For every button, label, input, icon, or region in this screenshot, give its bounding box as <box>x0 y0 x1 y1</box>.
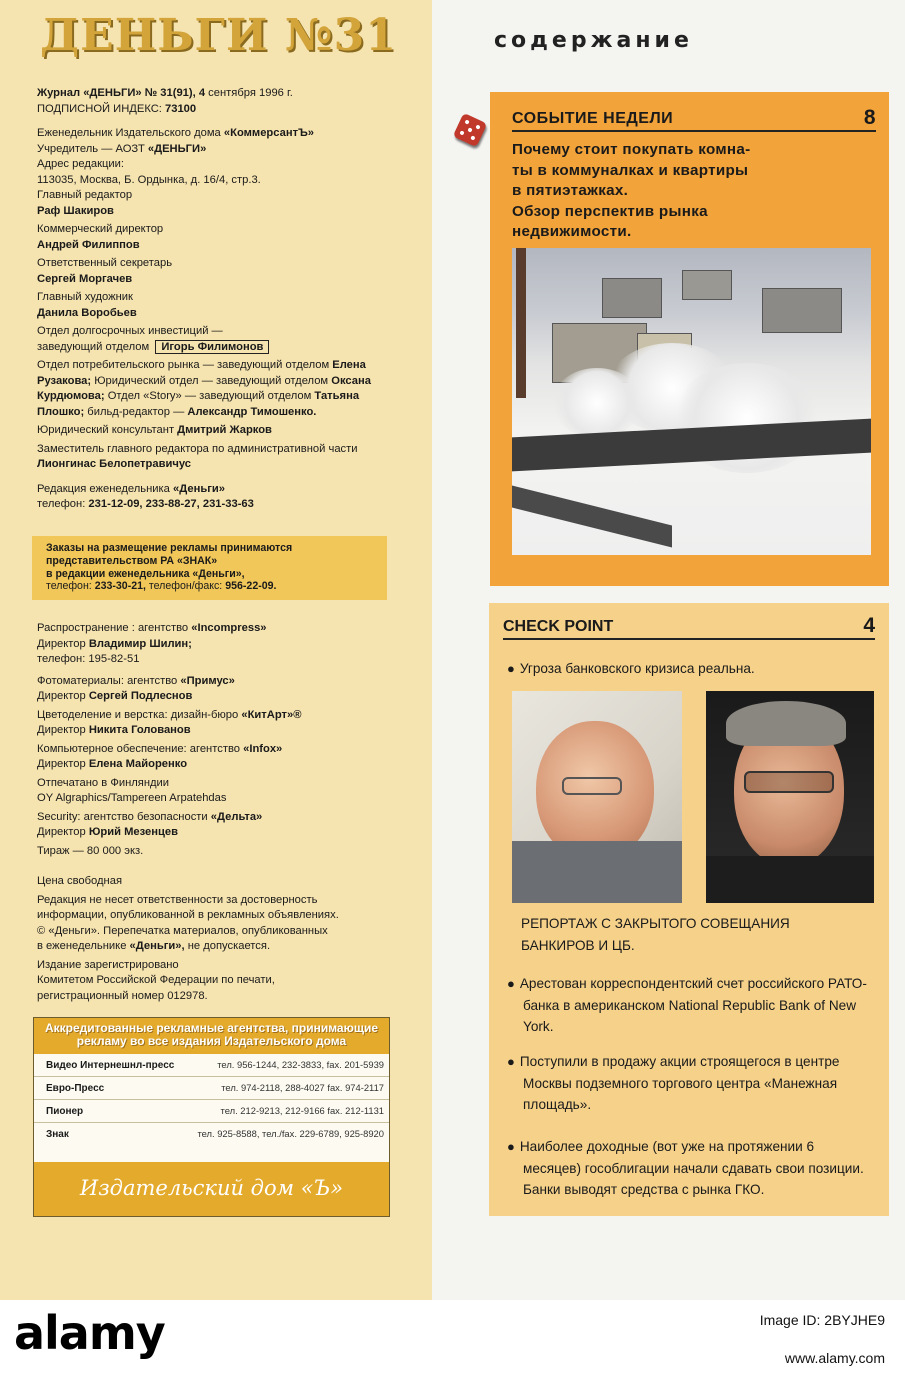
agency-row: Знак тел. 925-8588, тел./fax. 229-6789, 925-8920 <box>46 1128 384 1140</box>
site-url: www.alamy.com <box>784 1350 885 1366</box>
event-page-number: 8 <box>863 106 876 129</box>
check-heading <box>503 614 875 640</box>
contents-heading: содержание <box>494 28 693 53</box>
check-page-number: 4 <box>863 614 875 637</box>
check-point-section <box>489 603 889 1216</box>
check-bullet: ● Наиболее доходные (вот уже на протяжении 6 месяцев) гособлигации начали сдавать свои позиции. Банки выводят средства с рынка ГКО. <box>507 1136 873 1201</box>
magazine-title: ДЕНЬГИ №31 <box>40 10 397 61</box>
check-heading-title: CHECK POINT <box>503 618 614 635</box>
agencies-heading: Аккредитованные рекламные агентства, принимающие рекламу во все издания Издательского дома <box>34 1018 389 1054</box>
check-bullet: ● Арестован корреспондентский счет российского РАТО-банка в американском National Republic Bank of New York. <box>507 973 873 1038</box>
agency-row: Пионер тел. 212-9213, 212-9166 fax. 212-1131 <box>34 1100 389 1123</box>
demolition-photo <box>512 248 871 555</box>
check-bullet: ● Угроза банковского кризиса реальна. <box>507 658 873 680</box>
masthead: Журнал «ДЕНЬГИ» № 31(91), 4 сентября 1996 г. ПОДПИСНОЙ ИНДЕКС: 73100 Еженедельник Издательского дома «КоммерсантЪ» Учредитель — АОЗТ «ДЕНЬГИ» Адрес редакции: 113035, Москва, Б. Ордынка, д. 16/4, стр.3. Главный редактор Раф Шакиров Коммерческий директор Андрей Филиппов Ответственный секретарь Сергей Моргачев Главный художник Данила Воробьев Отдел долгосрочных инвестиций — заведующий отделом Игорь Филимонов Отдел потребительского рынка — заведующий отделом Елена Рузакова; Юридический отдел — заведующий отделом Оксана Курдюмова; Отдел «Story» — заведующий отделом Татьяна Плошко; бильд-редактор — Александр Тимошенко. Юридический консультант Дмитрий Жарков Заместитель главного редактора по административной части Лионгинас Белопетравичус Редакция еженедельника «Деньги» телефон: 231-12-09, 233-88-27, 231-33-63 <box>37 87 371 510</box>
event-summary: Почему стоит покупать комна- ты в коммуналках и квартиры в пятиэтажках. Обзор перспектив рынка недвижимости. <box>512 141 751 240</box>
event-heading-title: СОБЫТИЕ НЕДЕЛИ <box>512 110 674 127</box>
masthead-production: Распространение : агентство «Incompress» Директор Владимир Шилин; телефон: 195-82-51 Фотоматериалы: агентство «Примус» Директор Сергей Подлеснов Цветоделение и верстка: дизайн-бюро «КитАрт»® Директор Никита Голованов Компьютерное обеспечение: агентство «Infox» Директор Елена Майоренко Отпечатано в Финляндии OY Algraphics/Tampereen Arpatehdas Security: агентство безопасности «Дельта» Директор Юрий Мезенцев Тираж — 80 000 экз. Цена свободная Редакция не несет ответственности за достоверность информации, опубликованной в рекламных объявлениях. © «Деньги». Перепечатка материалов, опубликованных в еженедельнике «Деньги», не допускается. Издание зарегистрировано Комитетом Российской Федерации по печати, регистрационный номер 012978. <box>37 622 339 1002</box>
image-id: Image ID: 2BYJHE9 <box>759 1312 885 1328</box>
banker-photo-left <box>512 691 682 903</box>
publisher-logo-text: Издательский дом «Ъ» <box>34 1162 389 1216</box>
event-of-week-section <box>490 92 889 586</box>
alamy-logo: alamy <box>14 1306 165 1360</box>
accredited-agencies-box <box>33 1017 390 1217</box>
event-heading <box>512 106 876 132</box>
report-caption: РЕПОРТАЖ С ЗАКРЫТОГО СОВЕЩАНИЯ БАНКИРОВ И ЦБ. <box>521 916 790 953</box>
invest-head-name: Игорь Филимонов <box>155 340 269 354</box>
agency-row: Евро-Пресс тел. 974-2118, 288-4027 fax. 974-2117 <box>34 1077 389 1100</box>
check-bullet: ● Поступили в продажу акции строящегося в центре Москвы подземного торгового центра «Манежная площадь». <box>507 1051 873 1116</box>
agency-row: Видео Интернешнл-пресс тел. 956-1244, 232-3833, fax. 201-5939 <box>34 1054 389 1077</box>
banker-photo-right <box>706 691 874 903</box>
ad-orders-box: Заказы на размещение рекламы принимаются представительством РА «ЗНАК» в редакции еженедельника «Деньги», телефон: 233-30-21, телефон/факс: 956-22-09. <box>32 536 387 600</box>
